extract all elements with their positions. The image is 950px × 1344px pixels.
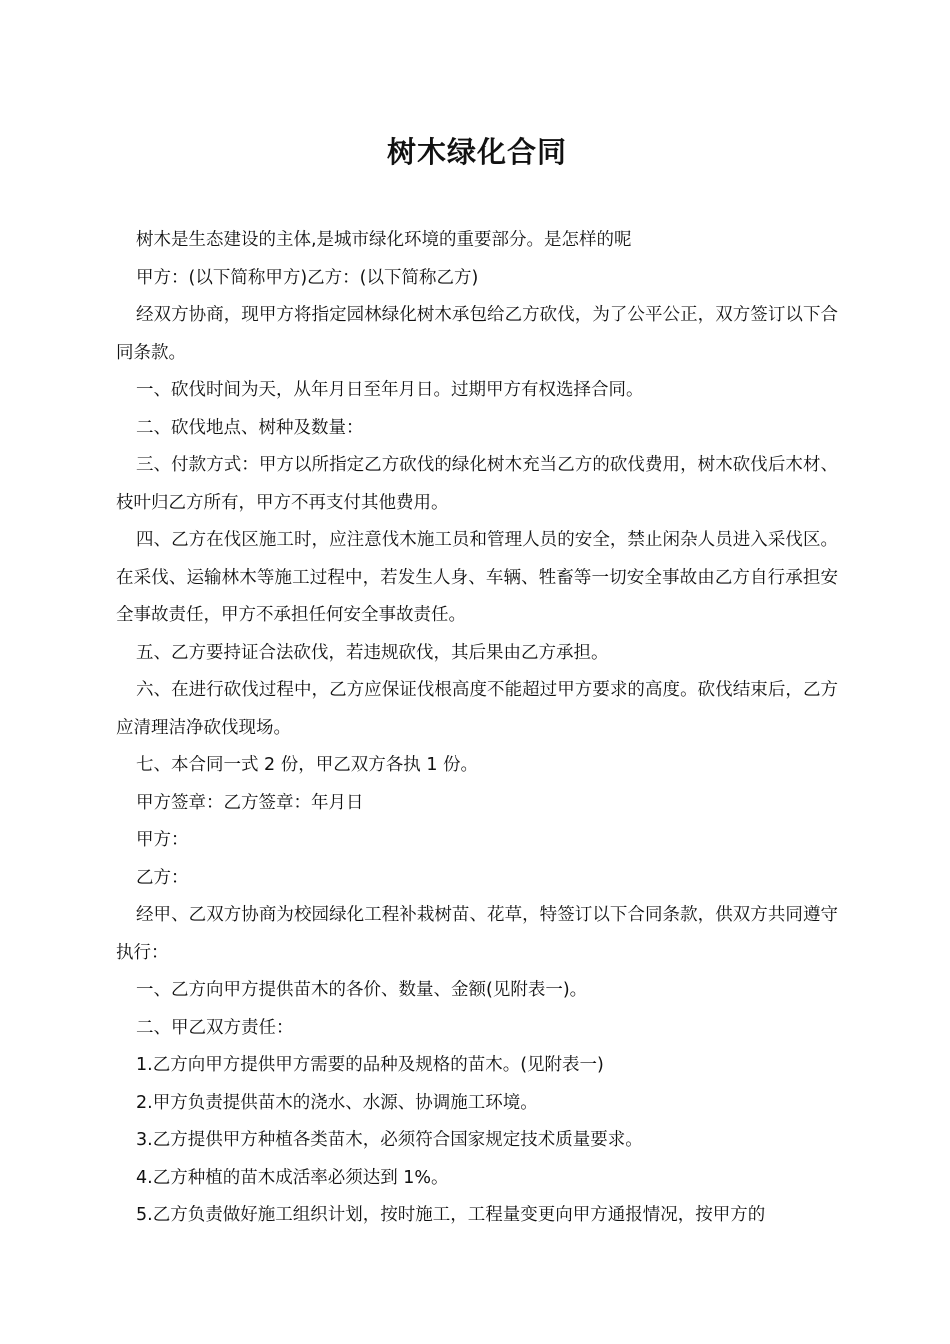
paragraph-signatures: 甲方签章：乙方签章：年月日 [136,792,364,813]
paragraph-intro: 树木是生态建设的主体,是城市绿化环境的重要部分。是怎样的呢 [136,230,632,250]
paragraph-clause-4: 四、乙方在伐区施工时，应注意伐木施工员和管理人员的安全，禁止闲杂人员进入采伐区。在采伐、运输林木等施工过程中，若发生人身、车辆、牲畜等一切安全事故由乙方自行承担安全事故责任，甲方不承担任何安全事故责任。 [116,530,838,625]
paragraph-second-clause-2: 二、甲乙双方责任： [136,1017,294,1038]
document-page [116,130,838,1235]
paragraph-party-a: 甲方： [136,830,189,850]
paragraph-item-1: 1.乙方向甲方提供甲方需要的品种及规格的苗木。(见附表一) [136,1055,604,1075]
paragraph-item-4: 4.乙方种植的苗木成活率必须达到 1%。 [136,1167,449,1188]
paragraph-clause-5: 五、乙方要持证合法砍伐，若违规砍伐，其后果由乙方承担。 [136,642,609,663]
paragraph-parties: 甲方：(以下简称甲方)乙方：(以下简称乙方) [136,267,479,288]
document-title: 树木绿化合同 [386,135,567,169]
paragraph-item-2: 2.甲方负责提供苗木的浇水、水源、协调施工环境。 [136,1092,538,1113]
paragraph-clause-2: 二、砍伐地点、树种及数量： [136,417,364,438]
paragraph-clause-3: 三、付款方式：甲方以所指定乙方砍伐的绿化树木充当乙方的砍伐费用，树木砍伐后木材、枝叶归乙方所有，甲方不再支付其他费用。 [116,455,838,513]
paragraph-clause-6: 六、在进行砍伐过程中，乙方应保证伐根高度不能超过甲方要求的高度。砍伐结束后，乙方应清理洁净砍伐现场。 [116,680,838,738]
paragraph-second-agreement: 经甲、乙双方协商为校园绿化工程补栽树苗、花草，特签订以下合同条款，供双方共同遵守执行： [116,905,838,963]
paragraph-second-clause-1: 一、乙方向甲方提供苗木的各价、数量、金额(见附表一)。 [136,980,588,1000]
paragraph-agreement: 经双方协商，现甲方将指定园林绿化树木承包给乙方砍伐，为了公平公正，双方签订以下合同条款。 [116,305,838,363]
paragraph-item-5: 5.乙方负责做好施工组织计划，按时施工，工程量变更向甲方通报情况，按甲方的 [136,1205,766,1225]
document-body [116,222,838,1235]
paragraph-item-3: 3.乙方提供甲方种植各类苗木，必须符合国家规定技术质量要求。 [136,1130,643,1150]
paragraph-party-b: 乙方： [136,867,189,888]
paragraph-clause-1: 一、砍伐时间为天，从年月日至年月日。过期甲方有权选择合同。 [136,380,644,400]
paragraph-clause-7: 七、本合同一式 2 份，甲乙双方各执 1 份。 [136,755,479,775]
